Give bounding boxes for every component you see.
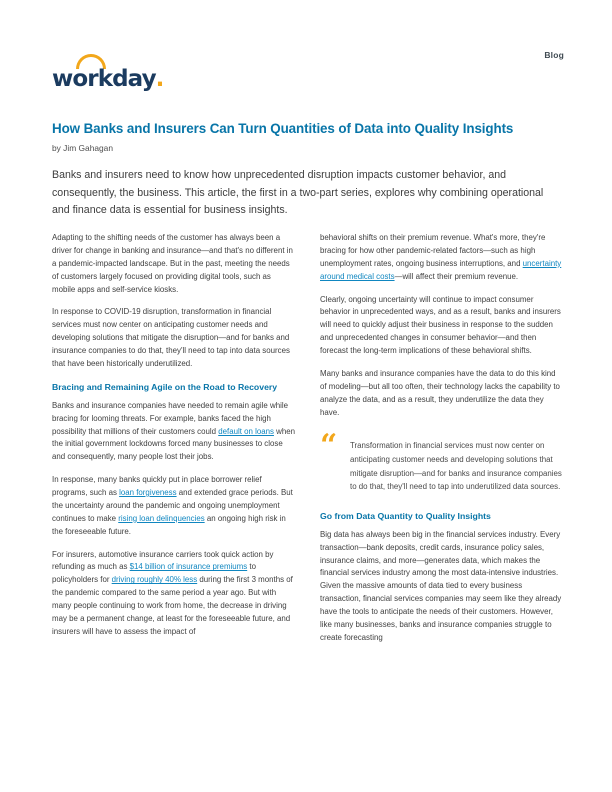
paragraph: Clearly, ongoing uncertainty will continue to impact consumer behavior in unprecedented ways, and as a result, banks and insurers will need to quickly adjust their business in response to the sudden and unprecedented changes in consumer behavior—and then forecast the long-term implications of these behavioral shifts. <box>320 294 561 355</box>
text-run: when the initial government lockdowns forced many businesses to close and consequently, many people lost their jobs. <box>52 426 295 462</box>
paragraph: Adapting to the shifting needs of the customer has always been a driver for change in banking and insurance—and that's no different in a pandemic-impacted landscape. But in the past, meeting the needs of customers largely focused on providing digital tools, such as mobile apps and self-service kiosks. <box>52 233 293 294</box>
logo-wordmark <box>52 66 164 92</box>
text-run: an ongoing high risk in the foreseeable future. <box>52 513 286 536</box>
text-run: Banks and insurance companies have needed to remain agile while bracing for looming threats. For example, banks faced the high possibility that millions of their customers could <box>52 400 288 436</box>
quote-mark-icon: “ <box>320 428 338 464</box>
section-heading-bracing: Bracing and Remaining Agile on the Road to Recovery <box>52 381 278 392</box>
pull-quote-text: Transformation in financial services must now center on anticipating customer needs and developing solutions that mitigate disruption—and for banks and insurance companies to do that, they'll need to tap into underutilized data sources. <box>350 441 562 492</box>
text-run: to policyholders for <box>52 562 256 585</box>
text-run: In response, many banks quickly put in place borrower relief programs, such as <box>52 475 262 497</box>
text-run: —will affect their premium revenue. <box>394 271 519 281</box>
byline: by Jim Gahagan <box>52 143 113 154</box>
left-column <box>52 232 296 655</box>
link-rising-loan-delinquencies[interactable]: rising loan delinquencies <box>118 513 205 523</box>
link-default-on-loans[interactable]: default on loans <box>218 426 274 436</box>
paragraph <box>52 400 296 464</box>
page-title: How Banks and Insurers Can Turn Quantities of Data into Quality Insights <box>52 121 514 136</box>
paragraph <box>52 549 296 639</box>
paragraph: In response to COVID-19 disruption, transformation in financial services must now center on anticipating customer needs and developing solutions that mitigate the disruption—and for banks and insurance companies to do that, they'll need to tap into data sources that have been historically underutilized. <box>52 307 290 368</box>
blog-label: Blog <box>544 50 564 60</box>
section-heading-data-quality: Go from Data Quantity to Quality Insights <box>320 510 491 521</box>
right-column <box>320 232 564 655</box>
paragraph: Many banks and insurance companies have the data to do this kind of modeling—but all too often, their technology lacks the capability to analyze the data, and as a result, they underutilize the data they have. <box>320 368 560 417</box>
text-run: behavioral shifts on their premium revenue. What's more, they're bracing for how other pandemic-related factors—such as high unemployment rates, ongoing business interruptions, and <box>320 233 546 268</box>
pull-quote <box>320 428 564 493</box>
paragraph <box>52 474 296 538</box>
article-body <box>52 232 564 655</box>
article-header <box>52 120 564 219</box>
link-driving-less[interactable]: driving roughly 40% less <box>111 575 198 585</box>
text-run: For insurers, automotive insurance carriers took quick action by refunding as much as <box>52 549 274 572</box>
link-insurance-premiums[interactable]: $14 billion of insurance premiums <box>129 562 248 572</box>
text-run: and extended grace periods. But the uncertainty around the pandemic and ongoing unemployment continues to make <box>52 488 293 523</box>
text-run: during the first 3 months of the pandemic compared to the same period a year ago. But with many people continuing to work from home, the decrease in driving may be a permanent change, at least for the foreseeable future, and insurers will have to assess the impact of <box>52 575 293 636</box>
paragraph: Big data has always been big in the financial services industry. Every transaction—bank deposits, credit cards, insurance policy sales, insurance claims, and more—generates data, which makes the financial services industry among the most data-intensive industries. Given the massive amounts of data tied to every business transaction, financial services companies may seem like they already have the tools to anticipate the needs of their customers. However, like many businesses, banks and insurance companies struggle to create forecasting <box>320 529 562 642</box>
workday-logo[interactable] <box>52 54 202 94</box>
page-header <box>0 44 612 92</box>
logo-text: workday <box>52 66 156 92</box>
link-loan-forgiveness[interactable]: loan forgiveness <box>119 488 177 497</box>
article-deck: Banks and insurers need to know how unprecedented disruption impacts customer behavior, and consequently, the business. This article, the first in a two-part series, explores why combining operational and finance data is essential for business insights. <box>52 169 544 216</box>
logo-dot: . <box>155 66 164 92</box>
paragraph <box>320 232 564 284</box>
link-medical-costs[interactable]: uncertainty around medical costs <box>320 258 562 281</box>
